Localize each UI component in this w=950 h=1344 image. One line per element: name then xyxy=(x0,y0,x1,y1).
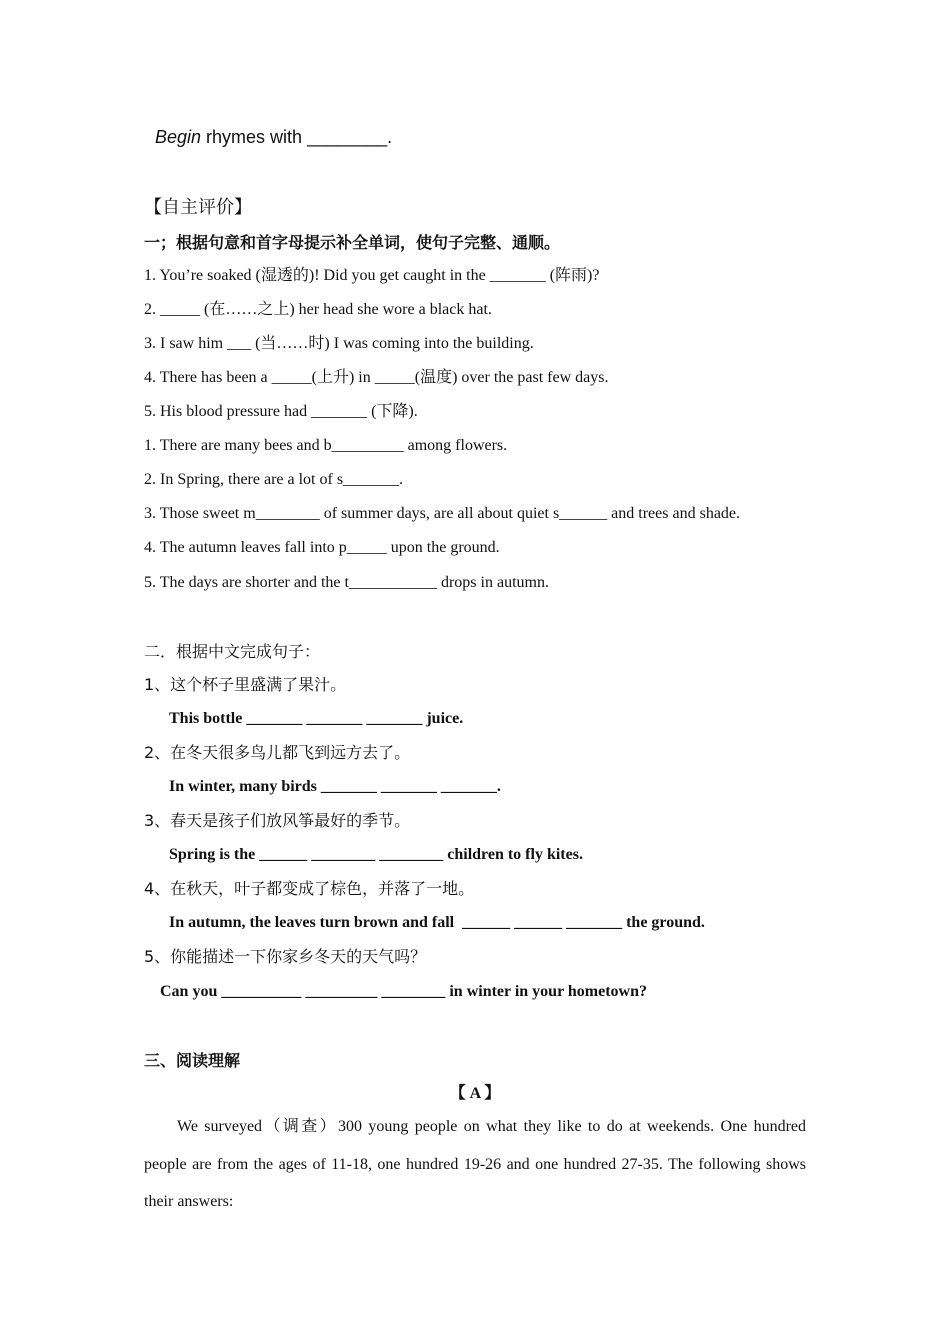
part2-item3-cn: 3、春天是孩子们放风筝最好的季节。 xyxy=(144,811,411,830)
part2-item5-cn: 5、你能描述一下你家乡冬天的天气吗？ xyxy=(144,947,427,966)
part1-heading: 一；根据句意和首字母提示补全单词，使句子完整、通顺。 xyxy=(144,233,561,252)
rhyme-word: Begin xyxy=(155,127,202,147)
part1-item-a4: 4. There has been a _____(上升) in _____(温度) over the past few days. xyxy=(144,369,609,386)
part2-item3-en: Spring is the ______ ________ ________ children to fly kites. xyxy=(169,846,583,863)
part1-item-b2: 2. In Spring, there are a lot of s_______. xyxy=(144,471,404,488)
passage-paragraph: We surveyed（调查）300 young people on what they like to do at weekends. One hundred people are from the ages of 11-18, one hundred 19-26 and one hundred 27-35. The following shows their answers: xyxy=(144,1118,806,1210)
part2-item4-cn: 4、在秋天，叶子都变成了棕色，并落了一地。 xyxy=(144,879,475,898)
part2-item2-en: In winter, many birds _______ _______ _______. xyxy=(169,778,501,795)
part1-item-b1: 1. There are many bees and b_________ among flowers. xyxy=(144,437,508,454)
passage-label: 【 A 】 xyxy=(449,1085,501,1102)
part2-item5-en: Can you __________ _________ ________ in winter in your hometown? xyxy=(160,983,647,1000)
part1-item-a2: 2. _____ (在……之上) her head she wore a black hat. xyxy=(144,301,492,318)
part3-heading: 三、阅读理解 xyxy=(144,1051,241,1070)
part1-item-b5: 5. The days are shorter and the t___________ drops in autumn. xyxy=(144,574,549,591)
part2-heading: 二．根据中文完成句子： xyxy=(144,642,321,661)
part2-item1-cn: 1、这个杯子里盛满了果汁。 xyxy=(144,675,347,694)
part1-item-a1: 1. You’re soaked (湿透的)! Did you get caught in the _______ (阵雨)? xyxy=(144,267,600,284)
rhyme-line xyxy=(155,127,392,147)
part2-item1-en: This bottle _______ _______ _______ juice. xyxy=(169,710,464,727)
rhyme-rest: rhymes with ________. xyxy=(201,127,393,147)
part1-item-b4: 4. The autumn leaves fall into p_____ upon the ground. xyxy=(144,539,500,556)
part1-item-b3: 3. Those sweet m________ of summer days, are all about quiet s______ and trees and shade. xyxy=(144,505,741,522)
part2-item4-en: In autumn, the leaves turn brown and fall ______ ______ _______ the ground. xyxy=(169,914,705,931)
section-title: 【自主评价】 xyxy=(144,197,252,218)
part1-item-a3: 3. I saw him ___ (当……时) I was coming into the building. xyxy=(144,335,534,352)
part2-item2-cn: 2、在冬天很多鸟儿都飞到远方去了。 xyxy=(144,743,411,762)
part1-item-a5: 5. His blood pressure had _______ (下降). xyxy=(144,403,418,420)
